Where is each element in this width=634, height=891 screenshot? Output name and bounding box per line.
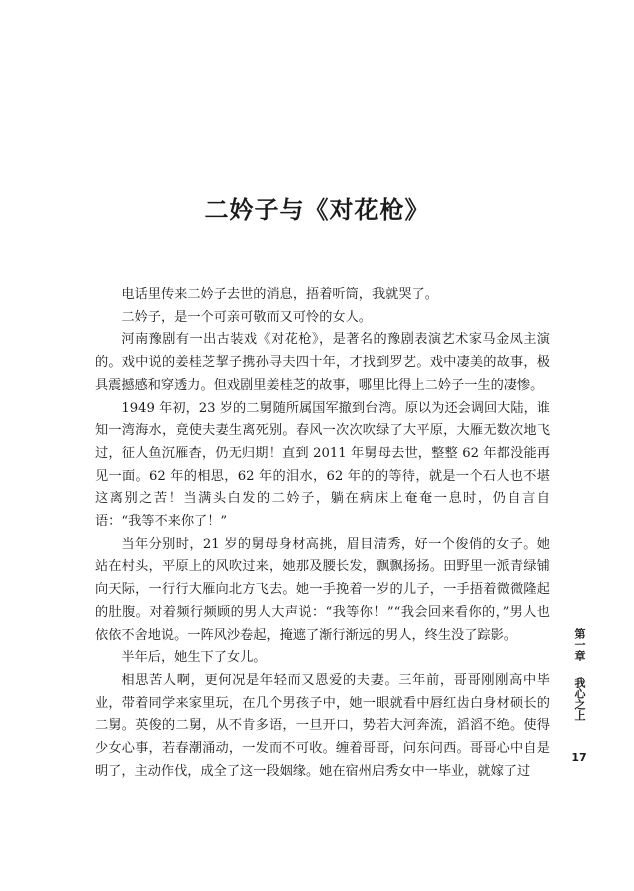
page-number: 17 xyxy=(571,751,587,764)
paragraph: 电话里传来二妗子去世的消息，捂着听筒，我就哭了。 xyxy=(121,287,438,302)
chapter-sidebar xyxy=(566,628,592,765)
paragraph: 二妗子，是一个可亲可敬而又可怜的女人。 xyxy=(121,309,372,325)
page-title: 二妗子与《对花枪》 xyxy=(204,195,430,225)
body-text xyxy=(95,284,550,783)
chapter-title: 我心之上 xyxy=(573,677,586,721)
paragraph: 相思苦人啊，更何况是年轻而又恩爱的夫妻。三年前，哥哥刚刚高中毕业，带着同学来家里玩，在几个男孩子中，她一眼就看中唇红齿白身材硕长的二舅。英俊的二舅，从不肯多语，一旦开口，势若大河奔流，滔滔不绝。使得少女心事，若春潮涌动，一发而不可收。缠着哥哥，问东问西。哥哥心中自是明了，主动作伐，成全了这一段姻缘。她在宿州启秀女中一毕业，就嫁了过 xyxy=(95,672,550,779)
paragraph: 当年分别时，21 岁的舅母身材高挑，眉目清秀，好一个俊俏的女子。她站在村头，平原上的风吹过来，她那及腰长发，飘飘扬扬。田野里一派青绿铺向天际，一行行大雁向北方飞去。她一手挽着一岁的儿子，一手捂着微微隆起的肚腹。对着频行频顾的男人大声说：“我等你！”“我会回来看你的，”男人也依依不舍地说。一阵风沙卷起，掩遮了渐行渐远的男人，终生没了踪影。 xyxy=(95,536,550,643)
paragraph: 半年后，她生下了女儿。 xyxy=(121,650,267,666)
paragraph: 河南豫剧有一出古装戏《对花枪》，是著名的豫剧表演艺术家马金凤主演的。戏中说的姜桂芝挈子携孙寻夫四十年，才找到罗艺。戏中凄美的故事，极具震撼感和穿透力。但戏剧里姜桂芝的故事，哪里比得上二妗子一生的凄惨。 xyxy=(95,332,550,393)
chapter-label: 第一章 xyxy=(573,628,586,661)
paragraph: 1949 年初，23 岁的二舅随所属国军撤到台湾。原以为还会调回大陆，谁知一湾海水，竟使夫妻生离死别。春风一次次吹绿了大平原，大雁无数次地飞过，征人鱼沉雁杳，仍无归期！直到 2011 年舅母去世，整整 62 年都没能再见一面。62 年的相思，62 年的泪水，62 年的的等待，就是一个石人也不堪这离别之苦！当满头白发的二妗子，躺在病床上奄奄一息时，仍自言自语：“我等不来你了！” xyxy=(95,400,550,530)
